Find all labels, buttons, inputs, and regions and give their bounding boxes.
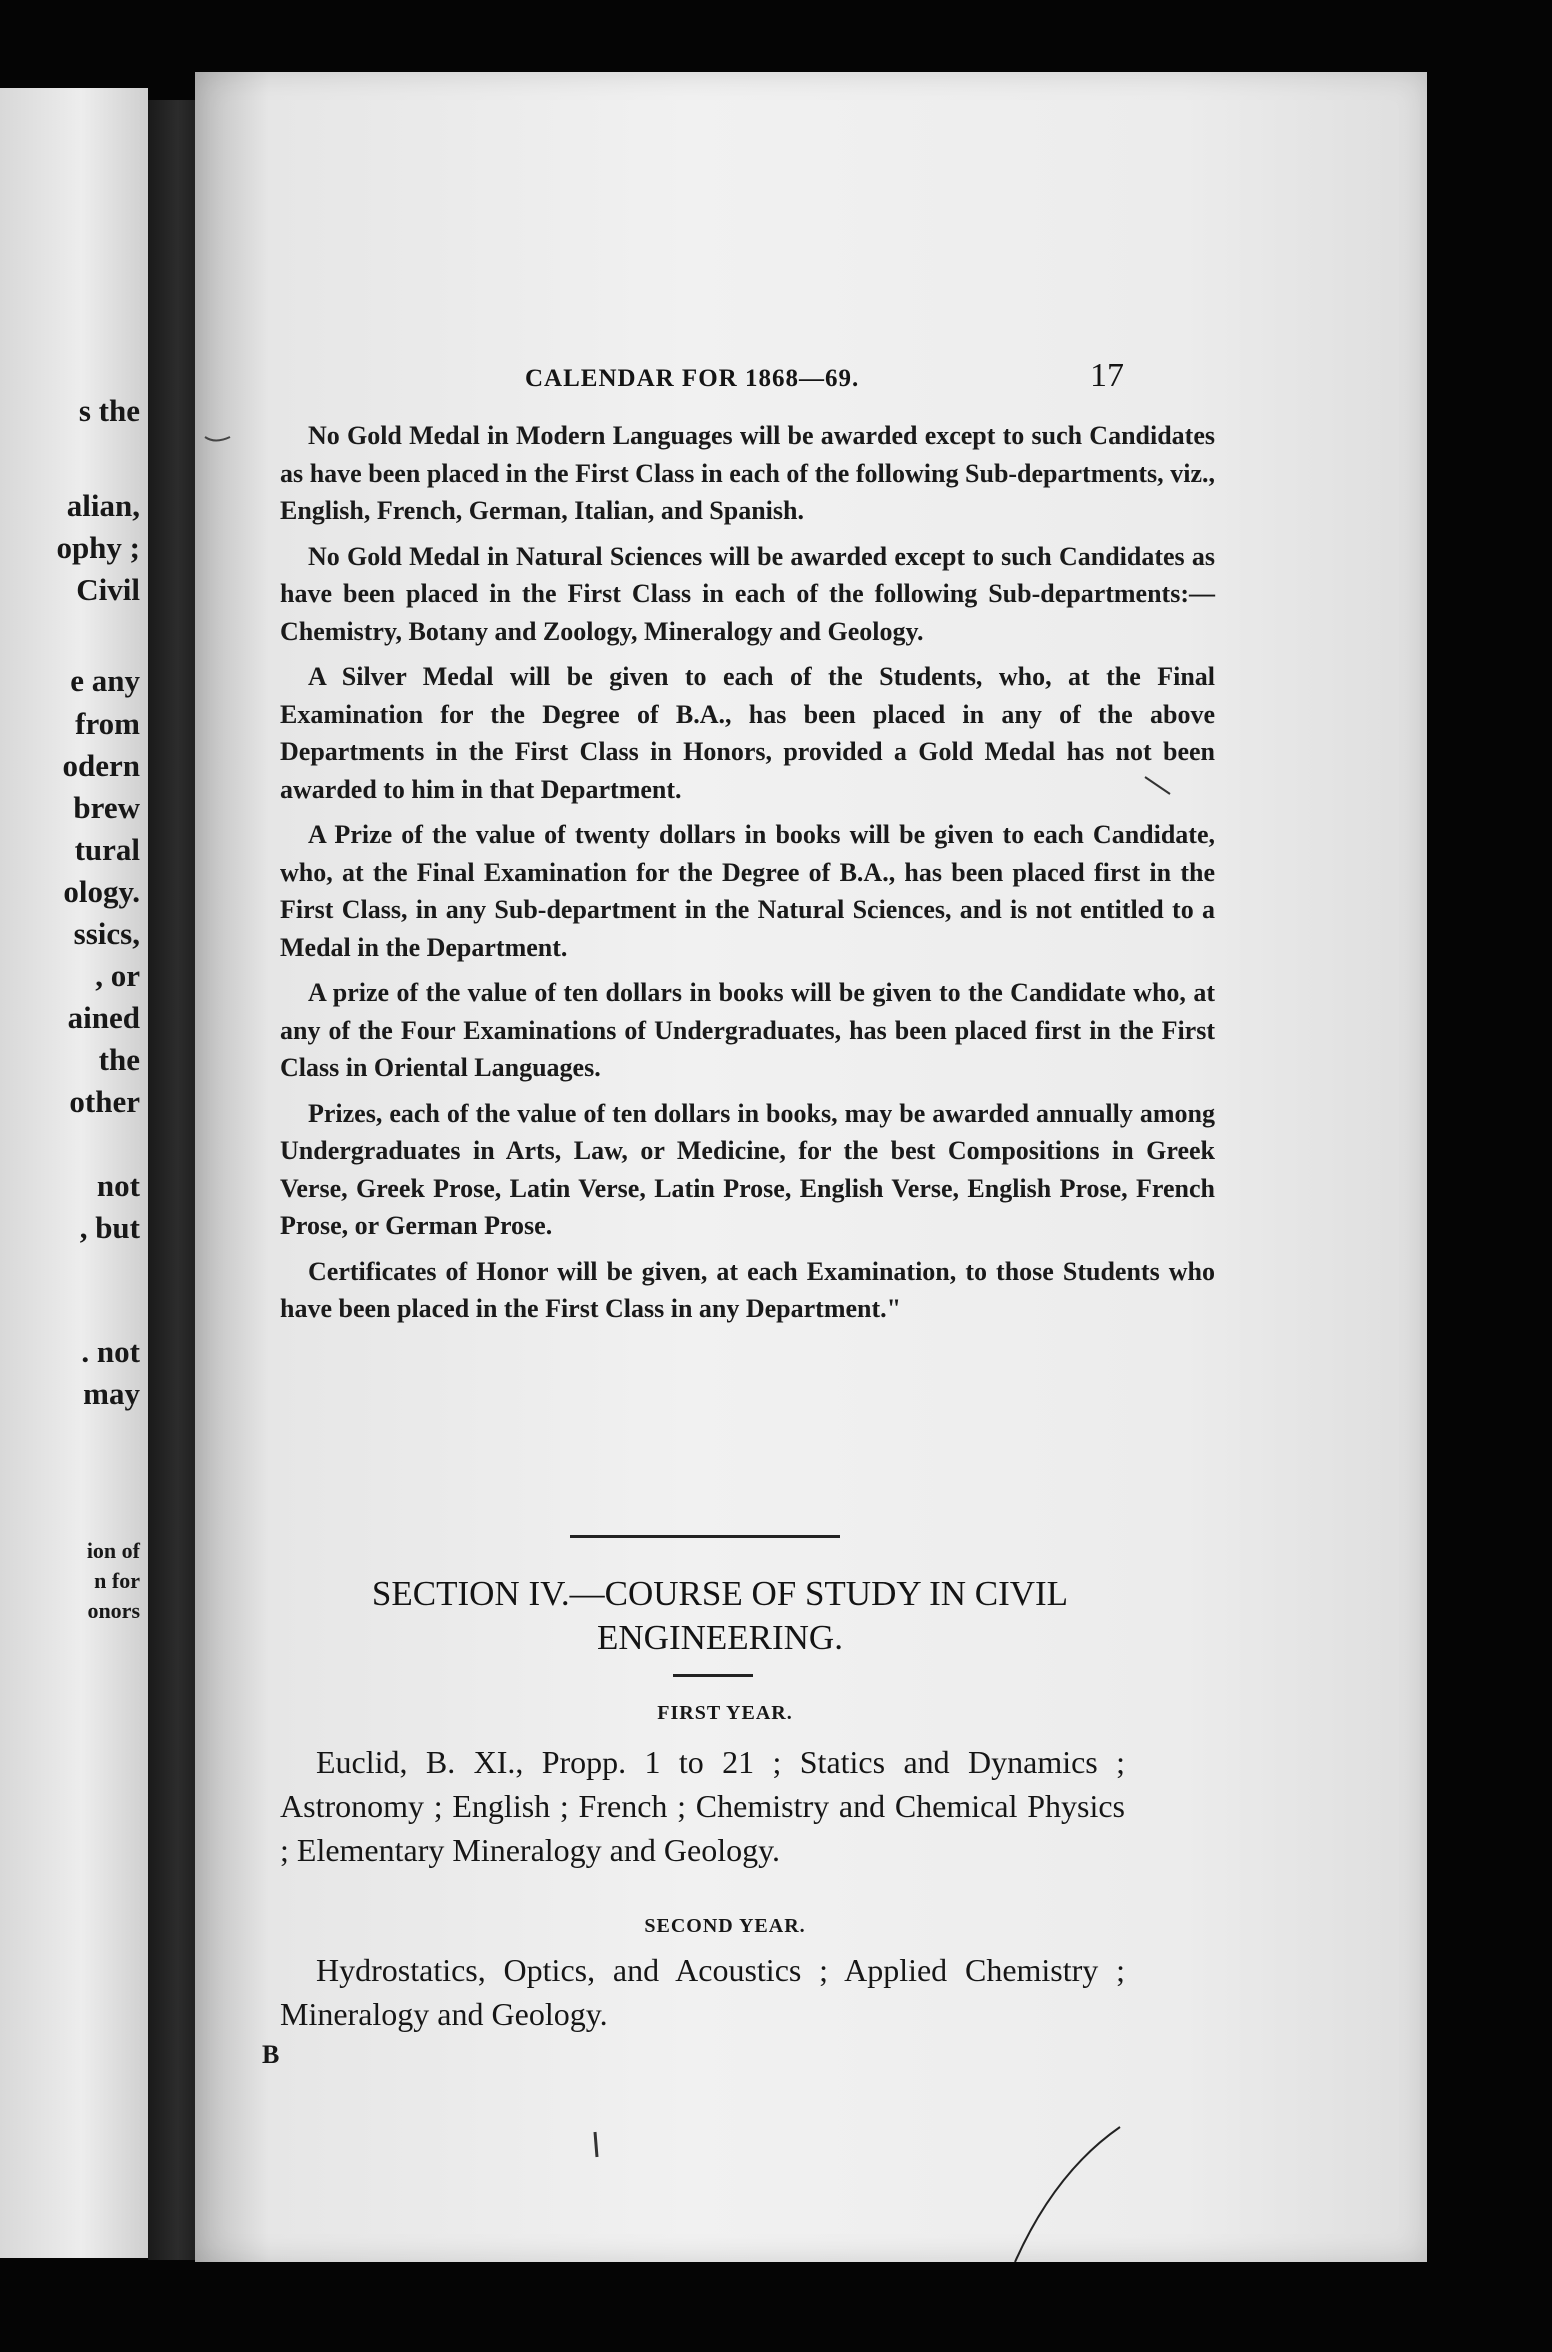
left-page-fragment: from [75, 706, 140, 741]
paragraph: No Gold Medal in Natural Sciences will be awarded except to such Candidates as have been placed in the First Class in each of the following Sub-departments:—Chemistry, Botany and Zoology, Mineralogy and Geology. [280, 541, 1215, 646]
left-page-fragment: brew [73, 790, 140, 825]
left-page-fragment: ology. [63, 874, 140, 909]
left-page-fragment: onors [87, 1598, 140, 1623]
section-title-line: ENGINEERING. [597, 1618, 843, 1657]
second-year-course [280, 1948, 1125, 2036]
paragraph: A prize of the value of ten dollars in books will be given to the Candidate who, at any of the Four Examinations of Undergraduates, has been placed first in the First Class in Oriental Languages. [280, 978, 1215, 1082]
left-page-fragment: alian, [66, 488, 140, 523]
left-page-fragment: s the [78, 393, 140, 428]
course-text: Euclid, B. XI., Propp. 1 to 21 ; Statics and Dynamics ; Astronomy ; English ; French ; Chemistry and Chemical Physics ; Elementary Mineralogy and Geology. [280, 1744, 1125, 1868]
left-page-fragment: , or [95, 958, 140, 993]
left-page-fragment: ophy ; [56, 530, 140, 565]
left-page-fragment: n for [94, 1568, 140, 1593]
left-page-fragment: , but [79, 1210, 140, 1245]
first-year-course [280, 1740, 1125, 1872]
left-page-fragment: not [96, 1168, 140, 1203]
second-year-heading: SECOND YEAR. [644, 1915, 806, 1937]
left-facing-page [0, 88, 148, 2258]
left-page-fragment: other [69, 1084, 140, 1119]
pencil-stroke-mark [595, 2132, 597, 2157]
signature-mark: B [262, 2040, 280, 2069]
section-title-line: SECTION IV.—COURSE OF STUDY IN CIVIL [371, 1574, 1069, 1613]
title-underline [673, 1674, 753, 1677]
left-page-fragment: tural [74, 832, 140, 867]
page-header [195, 357, 1427, 407]
section-divider [570, 1535, 840, 1538]
body-text [280, 417, 1215, 1336]
section-title [295, 1572, 1145, 1660]
course-text: Hydrostatics, Optics, and Acoustics ; Applied Chemistry ; Mineralogy and Geology. [280, 1952, 1125, 2032]
pencil-stroke-mark [205, 437, 230, 441]
left-page-fragment: Civil [76, 572, 140, 607]
pencil-stroke-mark [1015, 2127, 1120, 2262]
left-page-fragment: the [98, 1042, 140, 1077]
running-head: CALENDAR FOR 1868—69. [525, 365, 860, 392]
left-page-fragment: odern [62, 748, 140, 783]
paragraph: Prizes, each of the value of ten dollars in books, may be awarded annually among Undergraduates in Arts, Law, or Medicine, for the best Compositions in Greek Verse, Greek Prose, Latin Verse, Latin Prose, English Verse, English Prose, French Prose, or German Prose. [280, 1098, 1215, 1240]
left-page-fragment: ion of [86, 1538, 140, 1563]
page-number: 17 [1090, 357, 1124, 394]
paragraph: A Prize of the value of twenty dollars in books will be given to each Candidate, who, at the Final Examination for the Degree of B.A., has been placed first in the First Class, in any Sub-department in the Natural Sciences, and is not entitled to a Medal in the Department. [280, 820, 1215, 962]
first-year-heading: FIRST YEAR. [657, 1702, 793, 1724]
left-page-fragment: ssics, [73, 916, 140, 951]
paragraph: Certificates of Honor will be given, at each Examination, to those Students who have been placed in the First Class in any Department." [280, 1256, 1215, 1323]
left-page-fragment: may [83, 1376, 140, 1411]
right-page [195, 72, 1427, 2262]
left-page-fragment: e any [70, 663, 140, 698]
paragraph: No Gold Medal in Modern Languages will be awarded except to such Candidates as have been placed in the First Class in each of the following Sub-departments, viz., English, French, German, Italian, and Spanish. [280, 421, 1215, 525]
paragraph: A Silver Medal will be given to each of the Students, who, at the Final Examination for the Degree of B.A., has been placed in any of the above Departments in the First Class in Honors, provided a Gold Medal has not been awarded to him in that Department. [280, 662, 1215, 804]
left-page-fragment: . not [81, 1334, 140, 1369]
left-page-fragment: ained [67, 1000, 140, 1035]
